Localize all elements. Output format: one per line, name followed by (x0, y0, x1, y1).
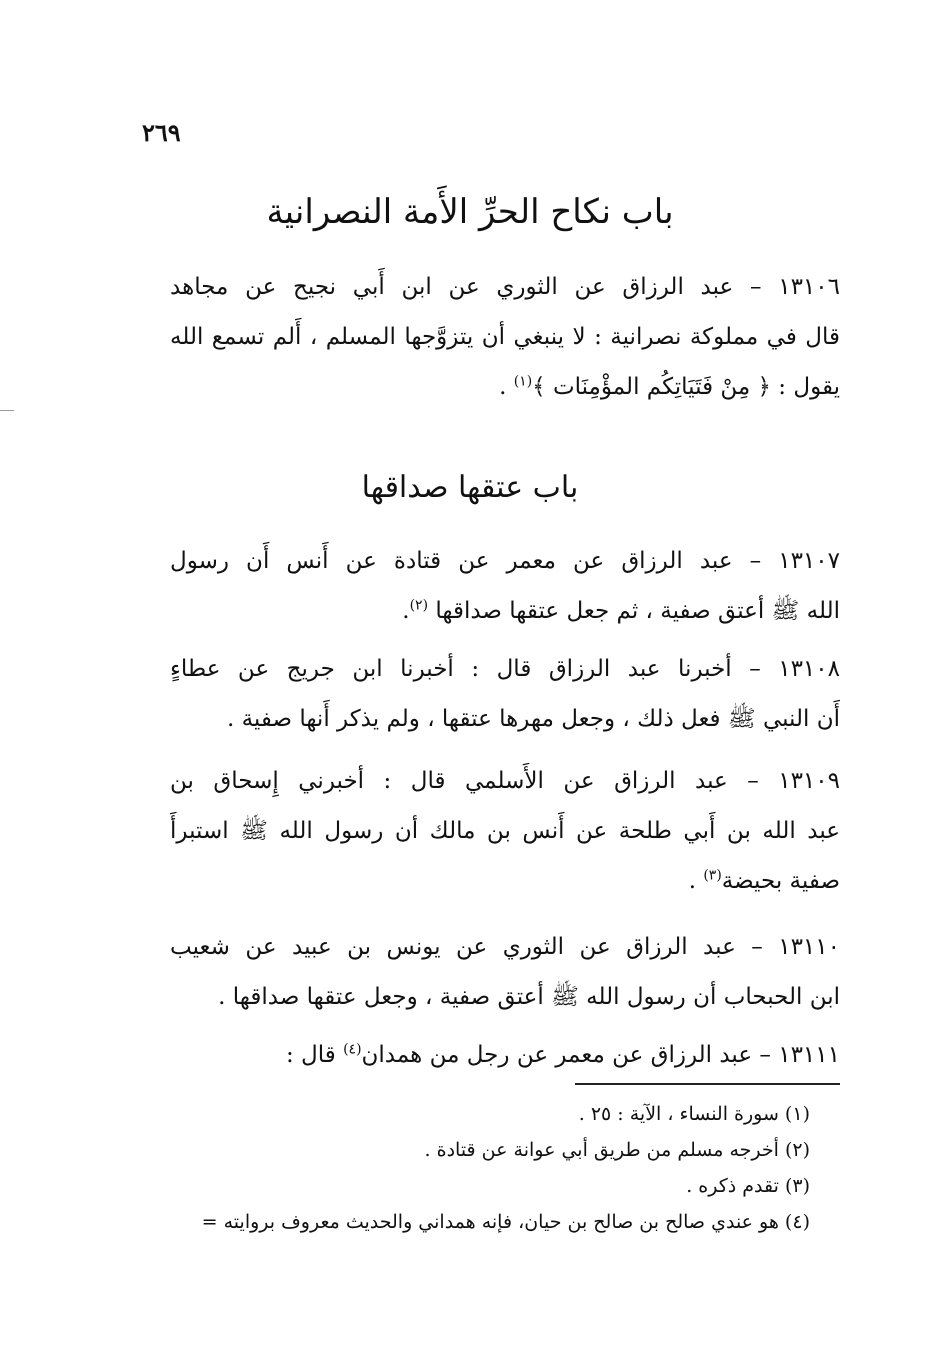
footnotes (170, 1096, 810, 1240)
footnote-4: (٤) هو عندي صالح بن صالح بن حيان، فإنه همداني والحديث معروف بروايته = (201, 1211, 810, 1233)
text-line: أَن النبي ﷺ فعل ذلك ، وجعل مهرها عتقها ، ولم يذكر أَنها صفية . (226, 706, 840, 732)
footnote-ref-2: (٢) (409, 597, 429, 614)
paragraph-13107 (170, 536, 840, 636)
text-line: ١٣١٠٨ – أخبرنا عبد الرزاق قال : أخبرنا ابن جريج عن عطاءٍ (170, 656, 840, 682)
text-segment: قال : (285, 1042, 344, 1068)
text-line: ١٣١٠٩ – عبد الرزاق عن الأَسلمي قال : أخبرني إِسحاق بن (170, 768, 840, 794)
footnote-3: (٣) تقدم ذكره . (686, 1175, 810, 1197)
text-line: ١٣١٠٦ – عبد الرزاق عن الثوري عن ابن أَبي نجيح عن مجاهد (170, 274, 840, 300)
paragraph-13110 (170, 922, 840, 1022)
text-line (170, 586, 840, 636)
text-segment: . (688, 868, 704, 894)
text-line: قال في مملوكة نصرانية : لا ينبغي أن يتزوَّجها المسلم ، أَلم تسمع الله (170, 324, 840, 350)
text-line: عبد الله بن أَبي طلحة عن أَنس بن مالك أن رسول الله ﷺ استبرأَ (170, 818, 840, 844)
text-segment: ١٣١١١ – عبد الرزاق عن معمر عن رجل من همدان (361, 1042, 840, 1068)
text-segment: الله ﷺ أعتق صفية ، ثم جعل عتقها صداقها (435, 598, 840, 624)
paragraph-13109 (170, 756, 840, 906)
page-number: ٢٦٩ (142, 118, 181, 147)
section-heading-2: باب عتقها صداقها (361, 470, 579, 505)
footnote-ref-4: (٤) (343, 1041, 362, 1058)
section-heading-1: باب نكاح الحرِّ الأَمة النصرانية (266, 192, 674, 232)
paragraph-13106 (170, 262, 840, 412)
text-line (170, 1030, 840, 1080)
footnote-ref-3: (٣) (703, 867, 722, 884)
text-line (170, 362, 840, 412)
text-line: ١٣١٠٧ – عبد الرزاق عن معمر عن قتادة عن أَنس أَن رسول (170, 548, 840, 574)
text-line (170, 856, 840, 906)
text-line: ابن الحبحاب أن رسول الله ﷺ أعتق صفية ، وجعل عتقها صداقها . (218, 984, 840, 1010)
text-segment: . (499, 374, 514, 400)
footnote-divider (575, 1083, 840, 1085)
footnote-1: (١) سورة النساء ، الآية : ٢٥ . (578, 1103, 810, 1125)
paragraph-13111 (170, 1030, 840, 1080)
margin-mark (0, 410, 14, 411)
text-segment: يقول : ﴿ مِنْ فَتَيَاتِكُم المؤْمِنَات ﴾ (532, 374, 840, 400)
text-segment: صفية بحيضة (721, 868, 840, 894)
footnote-2: (٢) أخرجه مسلم من طريق أبي عوانة عن قتادة . (424, 1139, 810, 1161)
text-line: ١٣١١٠ – عبد الرزاق عن الثوري عن يونس بن عبيد عن شعيب (170, 934, 840, 960)
text-segment: . (402, 598, 410, 624)
paragraph-13108 (170, 644, 840, 744)
footnote-ref-1: (١) (513, 373, 533, 390)
